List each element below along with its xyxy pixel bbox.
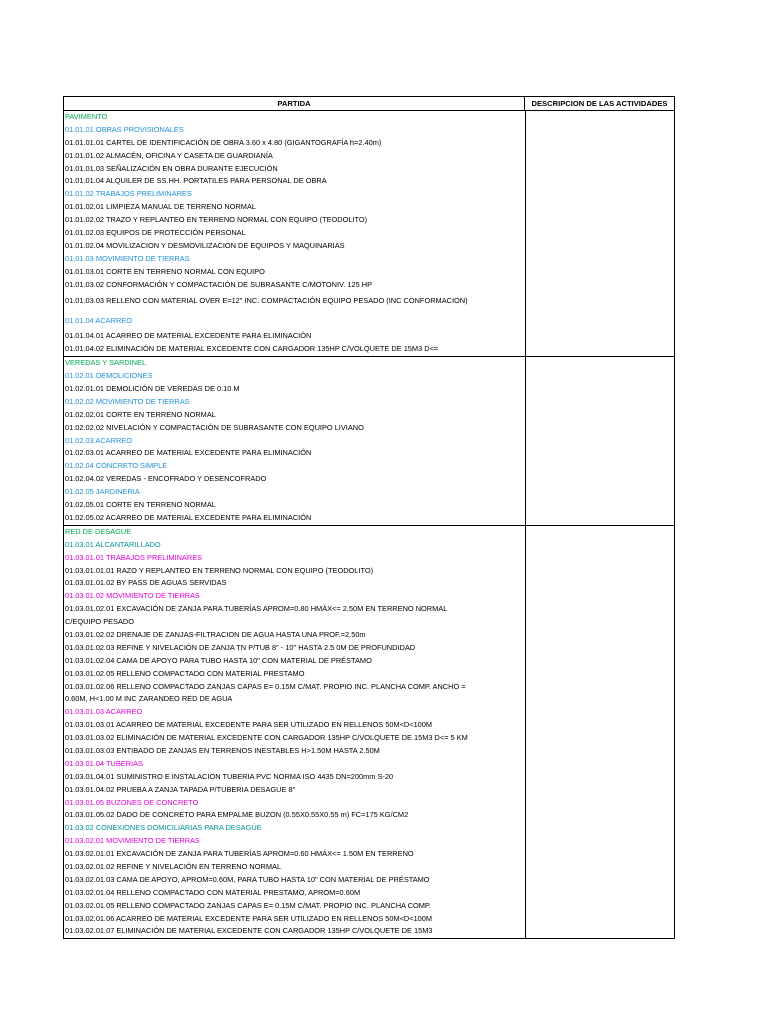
section-heading: VEREDAS Y SARDINEL	[65, 358, 147, 368]
section-heading: 01.03.01.03 ACARREO	[65, 707, 143, 717]
section-heading: 01.02.03 ACARREO	[65, 435, 132, 445]
activity-row: 01.03.01.02.04 CAMA DE APOYO PARA TUBO HASTA 10" CON MATERIAL DE PRÉSTAMO	[65, 655, 372, 665]
activity-row: 01.01.01.01 CARTEL DE IDENTIFICACIÓN DE OBRA 3.60 x 4.80 (GIGANTOGRAFÍA h=2.40m)	[65, 137, 382, 147]
activity-row: 01.03.01.02.03 REFINE Y NIVELACIÓN DE ZANJA TN P/TUB 8" - 10" HASTA 2.5 0M DE PROFUNDIDAD	[65, 642, 416, 652]
section-heading: RED DE DESAGUE	[65, 526, 132, 536]
activity-row: 01.03.01.01.01 RAZO Y REPLANTEO EN TERRENO NORMAL CON EQUIPO (TEODOLITO)	[65, 565, 374, 575]
activity-row: 01.03.02.01.07 ELIMINACIÓN DE MATERIAL EXCEDENTE CON CARGADOR 135HP C/VOLQUETE DE 15M3	[65, 926, 433, 936]
descripcion-column	[526, 111, 674, 356]
partida-column	[64, 111, 526, 356]
activity-row: 01.02.05.01 CORTE EN TERRENO NORMAL	[65, 500, 216, 510]
activity-row: 01.03.01.03.03 ENTIBADO DE ZANJAS EN TERRENOS INESTABLES H>1.50M HASTA 2.50M	[65, 745, 380, 755]
activity-row: 01.02.01.01 DEMOLICIÓN DE VEREDAS DE 0.10 M	[65, 384, 240, 394]
activity-row: 01.01.01.04 ALQUILER DE SS.HH. PORTATILES PARA PERSONAL DE OBRA	[65, 176, 327, 186]
section-heading: 01.03.01.04 TUBERIAS	[65, 758, 143, 768]
activity-row: 01.01.01.02 ALMACÉN, OFICINA Y CASETA DE GUARDIANÍA	[65, 150, 273, 160]
activity-row: 01.03.01.04.02 PRUEBA A ZANJA TAPADA P/TUBERIA DESAGUE 8"	[65, 784, 296, 794]
activity-row: 01.02.04.02 VEREDAS - ENCOFRADO Y DESENCOFRADO	[65, 474, 267, 484]
partida-column	[64, 357, 526, 525]
descripcion-column	[526, 526, 674, 939]
activity-row: 01.03.01.02.01 EXCAVACIÓN DE ZANJA PARA TUBERÍAS APROM=0.80 HMÁX<= 2.50M EN TERRENO NORMAL	[65, 604, 448, 614]
table-body	[63, 111, 675, 939]
activity-row: 01.01.02.01 LIMPIEZA MANUAL DE TERRENO NORMAL	[65, 202, 256, 212]
activity-row: 01.03.01.03.02 ELIMINACIÓN DE MATERIAL EXCEDENTE CON CARGADOR 135HP C/VOLQUETE DE 15M3 D<= 5 KM	[65, 733, 468, 743]
section-heading: 01.03.02 CONEXIONES DOMICILIARIAS PARA DESAGÜE	[65, 823, 262, 833]
activity-row: 01.01.04.02 ELIMINACIÓN DE MATERIAL EXCEDENTE CON CARGADOR 135HP C/VOLQUETE DE 15M3 D<=	[65, 344, 439, 354]
section-heading: 01.01.02 TRABAJOS PRELIMINARES	[65, 189, 192, 199]
activity-row: 01.02.02.01 CORTE EN TERRENO NORMAL	[65, 409, 216, 419]
section-heading: 01.01.04 ACARREO	[65, 315, 132, 325]
section-heading: 01.03.02.01 MOVIMIENTO DE TIERRAS	[65, 836, 200, 846]
activity-row: 01.03.02.01.05 RELLENO COMPACTADO ZANJAS CAPAS E= 0.15M C/MAT. PROPIO INC. PLANCHA COMP.	[65, 900, 431, 910]
activity-row: 0.60M, H<1.00 M INC ZARANDEO RED DE AGUA	[65, 694, 233, 704]
activity-row: 01.03.02.01.06 ACARREO DE MATERIAL EXCEDENTE PARA SER UTILIZADO EN RELLENOS 50M<D<100M	[65, 913, 433, 923]
activity-row: 01.03.02.01.01 EXCAVACIÓN DE ZANJA PARA TUBERÍAS APROM=0.60 HMÁX<= 1.50M EN TERRENO	[65, 849, 414, 859]
section-heading: 01.02.02 MOVIMIENTO DE TIERRAS	[65, 396, 190, 406]
header-partida: PARTIDA	[64, 97, 525, 110]
section-heading: 01.02.04 CONCRETO SIMPLE	[65, 461, 168, 471]
activity-row: 01.03.02.01.04 RELLENO COMPACTADO CON MATERIAL PRESTAMO, APROM=0.60M	[65, 887, 361, 897]
activity-row: 01.03.01.01.02 BY PASS DE AGUAS SERVIDAS	[65, 578, 227, 588]
activity-row: 01.02.02.02 NIVELACIÓN Y COMPACTACIÓN DE SUBRASANTE CON EQUIPO LIVIANO	[65, 422, 364, 432]
activity-row: 01.03.01.03.01 ACARREO DE MATERIAL EXCEDENTE PARA SER UTILIZADO EN RELLENOS 50M<D<100M	[65, 720, 433, 730]
activity-row: 01.01.03.01 CORTE EN TERRENO NORMAL CON EQUIPO	[65, 266, 265, 276]
table-section	[63, 111, 675, 357]
table-section	[63, 357, 675, 526]
section-heading: 01.03.01.02 MOVIMIENTO DE TIERRAS	[65, 591, 200, 601]
activity-row: 01.03.02.01.02 REFINE Y NIVELACIÓN EN TERRENO NORMAL	[65, 861, 282, 871]
activity-row: 01.01.03.02 CONFORMACIÓN Y COMPACTACIÓN DE SUBRASANTE C/MOTONIV. 125 HP	[65, 279, 373, 289]
section-heading: 01.01.03 MOVIMIENTO DE TIERRAS	[65, 253, 190, 263]
section-heading: 01.02.01 DEMOLICIONES	[65, 371, 153, 381]
activity-row: 01.01.02.02 TRAZO Y REPLANTEO EN TERRENO NORMAL CON EQUIPO (TEODOLITO)	[65, 215, 368, 225]
table-section	[63, 526, 675, 940]
activity-row: 01.03.01.02.06 RELLENO COMPACTADO ZANJAS CAPAS E= 0.15M C/MAT. PROPIO INC. PLANCHA COMP. ANCHO =	[65, 681, 466, 691]
header-descripcion: DESCRIPCION DE LAS ACTIVIDADES	[531, 99, 668, 108]
partida-column	[64, 526, 526, 939]
activity-row: 01.01.02.04 MOVILIZACION Y DESMOVILIZACION DE EQUIPOS Y MAQUINARIAS	[65, 240, 345, 250]
activity-row: 01.01.02.03 EQUIPOS DE PROTECCIÓN PERSONAL	[65, 228, 246, 238]
activity-table	[63, 96, 675, 939]
activity-row: 01.03.01.04.01 SUMINISTRO E INSTALACION TUBERIA PVC NORMA ISO 4435 DN=200mm S-20	[65, 771, 394, 781]
descripcion-column	[526, 357, 674, 525]
activity-row: 01.03.02.01.03 CAMA DE APOYO, APROM=0.60M, PARA TUBO HASTA 10" CON MATERIAL DE PRÉSTAMO	[65, 874, 430, 884]
activity-row: 01.01.03.03 RELLENO CON MATERIAL OVER E=12" INC. COMPACTACIÓN EQUIPO PESADO (INC CONFORMACION)	[65, 296, 468, 306]
section-heading: 01.03.01.05 BUZONES DE CONCRETO	[65, 797, 199, 807]
activity-row: 01.03.01.05.02 DADO DE CONCRETO PARA EMPALME BUZON (0.55X0.55X0.55 m) FC=175 KG/CM2	[65, 810, 409, 820]
activity-row: 01.01.04.01 ACARREO DE MATERIAL EXCEDENTE PARA ELIMINACIÓN	[65, 331, 312, 341]
activity-row: 01.03.01.02.02 DRENAJE DE ZANJAS-FILTRACION DE AGUA HASTA UNA PROF.=2.50m	[65, 629, 366, 639]
activity-row: 01.02.03.01 ACARREO DE MATERIAL EXCEDENTE PARA ELIMINACIÓN	[65, 448, 312, 458]
activity-row: 01.02.05.02 ACARREO DE MATERIAL EXCEDENTE PARA ELIMINACIÓN	[65, 512, 312, 522]
activity-row: C/EQUIPO PESADO	[65, 617, 134, 627]
activity-row: 01.03.01.02.05 RELLENO COMPACTADO CON MATERIAL PRESTAMO	[65, 668, 305, 678]
section-heading: 01.01.01 OBRAS PROVISIONALES	[65, 124, 184, 134]
activity-row: 01.01.01.03 SEÑALIZACIÓN EN OBRA DURANTE EJECUCIÓN	[65, 163, 278, 173]
table-header	[63, 96, 675, 111]
section-heading: 01.03.01 ALCANTARILLADO	[65, 539, 161, 549]
section-heading: 01.02.05 JARDINERIA	[65, 487, 140, 497]
section-heading: PAVIMENTO	[65, 112, 108, 121]
section-heading: 01.03.01.01 TRABAJOS PRELIMINARES	[65, 552, 203, 562]
